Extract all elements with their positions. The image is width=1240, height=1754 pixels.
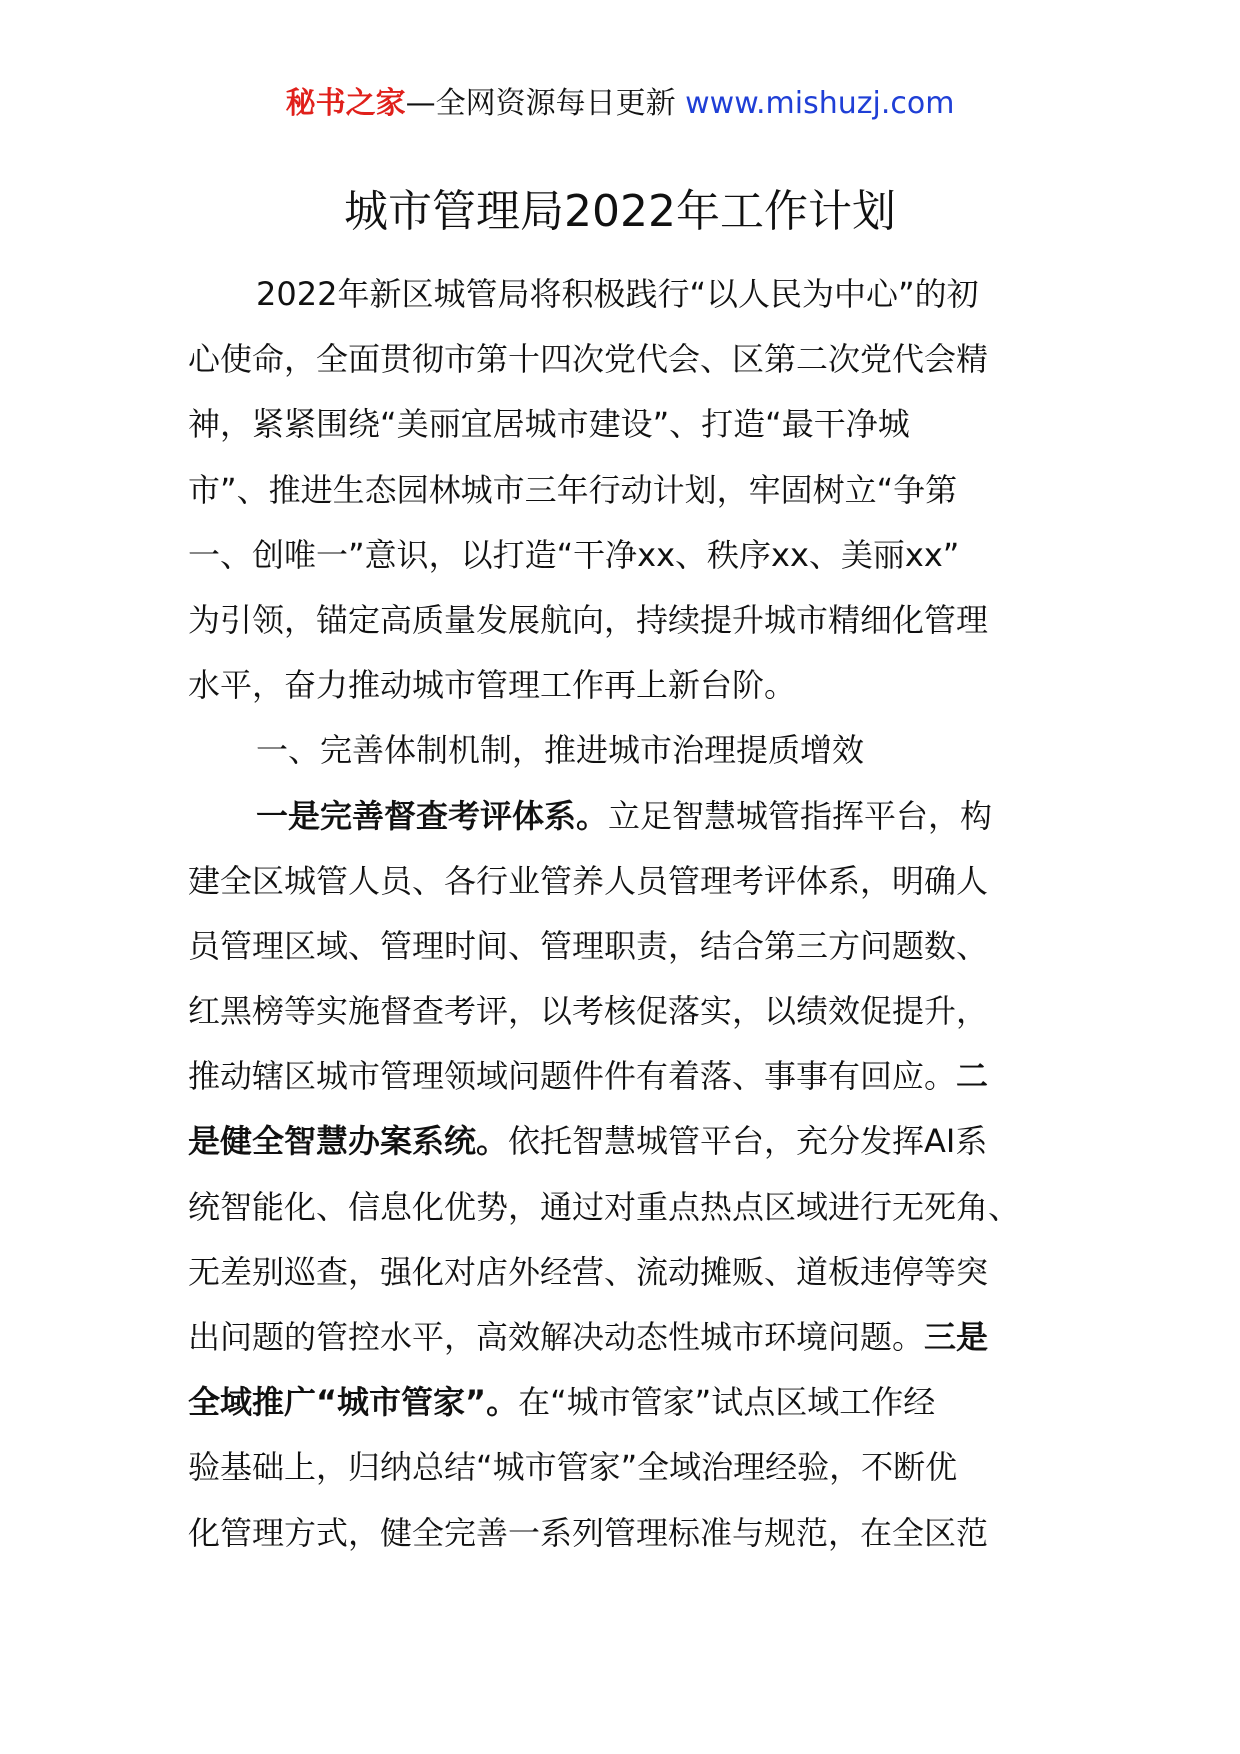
site-tagline: —全网资源每日更新 <box>405 86 686 121</box>
text-segment: 依托智慧城管平台，充分发挥AI系 <box>508 1122 988 1161</box>
text-segment: 建全区城管人员、各行业管养人员管理考评体系，明确人 <box>188 861 989 900</box>
document-body <box>188 262 1068 1566</box>
text-segment: 在“城市管家”试点区域工作经 <box>518 1383 936 1422</box>
text-segment: 心使命，全面贯彻市第十四次党代会、区第二次党代会精 <box>188 340 989 379</box>
text-line <box>188 1175 1068 1240</box>
text-line <box>188 979 1068 1044</box>
bold-text-segment: 是健全智慧办案系统。 <box>188 1122 509 1161</box>
text-segment: 市”、推进生态园林城市三年行动计划，牢固树立“争第 <box>188 470 958 509</box>
text-line <box>188 392 1068 457</box>
text-segment: 验基础上，归纳总结“城市管家”全域治理经验，不断优 <box>188 1448 958 1487</box>
bold-text-segment: 二 <box>956 1057 989 1096</box>
text-segment: 一、完善体制机制，推进城市治理提质增效 <box>256 731 865 770</box>
text-line <box>188 718 1068 783</box>
text-segment: 员管理区域、管理时间、管理职责，结合第三方问题数、 <box>188 926 989 965</box>
text-line <box>188 458 1068 523</box>
text-line <box>188 262 1068 327</box>
text-line <box>188 914 1068 979</box>
text-line <box>188 1240 1068 1305</box>
text-segment: 统智能化、信息化优势，通过对重点热点区域进行无死角、 <box>188 1187 1021 1226</box>
text-line <box>188 1305 1068 1370</box>
text-line <box>188 327 1068 392</box>
text-line <box>188 588 1068 653</box>
text-line <box>188 849 1068 914</box>
text-line <box>188 1370 1068 1435</box>
text-line <box>188 784 1068 849</box>
text-segment: 出问题的管控水平，高效解决动态性城市环境问题。 <box>188 1318 925 1356</box>
site-brand: 秘书之家 <box>285 86 406 121</box>
text-segment: 立足智慧城管指挥平台，构 <box>608 796 993 835</box>
text-segment: 推动辖区城市管理领域问题件件有着落、事事有回应。 <box>188 1057 957 1096</box>
document-title: 城市管理局2022年工作计划 <box>344 186 896 237</box>
site-url-link[interactable]: www.mishuzj.com <box>685 86 955 121</box>
text-segment: 为引领，锚定高质量发展航向，持续提升城市精细化管理 <box>188 600 989 639</box>
text-segment: 化管理方式，健全完善一系列管理标准与规范，在全区范 <box>188 1513 989 1552</box>
text-line <box>188 1044 1068 1109</box>
text-segment: 一、创唯一”意识，以打造“干净xx、秩序xx、美丽xx” <box>188 535 960 574</box>
text-line <box>188 1109 1068 1174</box>
text-segment: 无差别巡查，强化对店外经营、流动摊贩、道板违停等突 <box>188 1252 989 1291</box>
bold-text-segment: 一是完善督查考评体系。 <box>256 796 609 835</box>
text-line <box>188 1435 1068 1500</box>
text-line <box>188 653 1068 718</box>
text-line <box>188 523 1068 588</box>
text-line <box>188 1501 1068 1566</box>
text-segment: 红黑榜等实施督查考评，以考核促落实，以绩效促提升， <box>188 992 989 1031</box>
bold-text-segment: 全域推广“城市管家”。 <box>188 1383 519 1422</box>
bold-text-segment: 三是 <box>924 1318 989 1356</box>
text-segment: 水平，奋力推动城市管理工作再上新台阶。 <box>188 666 797 705</box>
text-segment: 神，紧紧围绕“美丽宜居城市建设”、打造“最干净城 <box>188 405 910 444</box>
text-segment: 2022年新区城管局将积极践行“以人民为中心”的初 <box>256 275 979 313</box>
site-header <box>0 82 1240 126</box>
